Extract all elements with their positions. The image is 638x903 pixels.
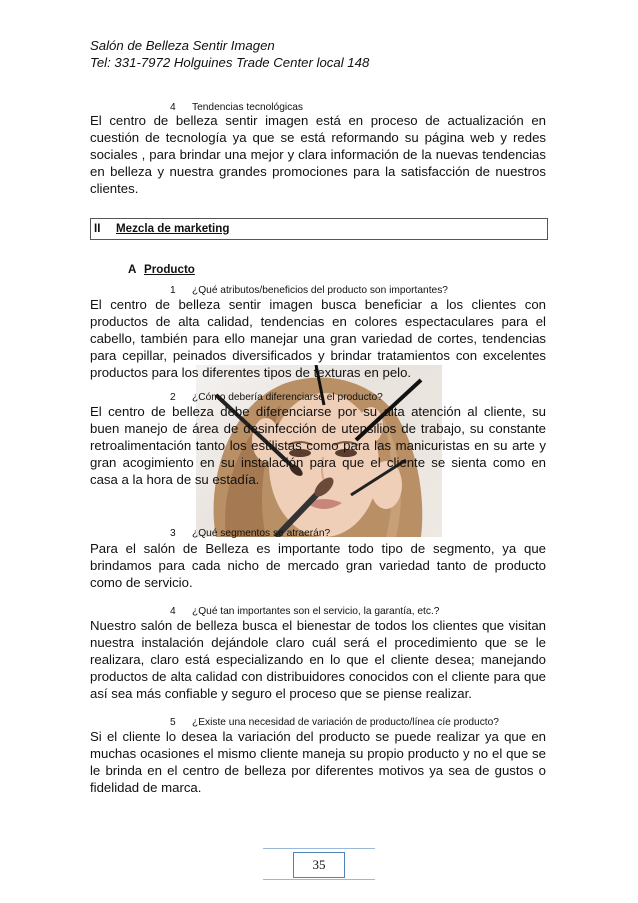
question-text: ¿Qué segmentos se atraerán?: [192, 528, 331, 539]
document-header-contact: Tel: 331-7972 Holguines Trade Center local 148: [90, 55, 370, 70]
question-text: ¿Existe una necesidad de variación de producto/línea cíe producto?: [192, 717, 499, 728]
section-roman-numeral: II: [94, 222, 101, 235]
paragraph: [90, 540, 546, 591]
question-number: 1: [170, 285, 176, 296]
question-text: ¿Qué tan importantes son el servicio, la garantía, etc.?: [192, 606, 440, 617]
question-text: ¿Qué atributos/beneficios del producto son importantes?: [192, 285, 448, 296]
section-title-text: Mezcla de marketing: [116, 222, 230, 235]
paragraph: [90, 112, 546, 197]
question-number: 4: [170, 606, 176, 617]
question-number: 3: [170, 528, 176, 539]
question-number: 5: [170, 717, 176, 728]
question-text: ¿Cómo debería diferenciarse el producto?: [192, 392, 383, 403]
question-number: 2: [170, 392, 176, 403]
item-title: Tendencias tecnológicas: [192, 102, 304, 113]
paragraph: [90, 403, 546, 488]
paragraph: [90, 617, 546, 702]
section-heading-box: [90, 218, 548, 240]
subsection-heading: [128, 263, 195, 276]
document-header-title: Salón de Belleza Sentir Imagen: [90, 38, 275, 53]
subsection-title: Producto: [144, 263, 195, 276]
answer-text: Para el salón de Belleza es importante todo tipo de segmento, ya que brindamos para cada nicho de mercado gran variedad tanto de producto como de servicio.: [90, 541, 546, 590]
paragraph: [90, 728, 546, 796]
paragraph: [90, 296, 546, 381]
answer-text: El centro de belleza debe diferenciarse por su alta atención al cliente, su buen manejo de área de desinfección de utensilios de trabajo, su constante retroalimentación tanto los estilistas como para las manicuristas en su arte y gran acogimiento en su instalación para que el cliente se sienta como en casa a la hora de su estadía.: [90, 404, 546, 487]
item-answer: El centro de belleza sentir imagen está en proceso de actualización en cuestión de tecnología ya que se está reformando su página web y redes sociales , para brindar una mejor y clara información de la nuevas tendencias en belleza y nuestra grandes promociones para la satisfacción de nuestros clientes.: [90, 113, 546, 196]
page-number: 35: [293, 852, 345, 878]
subsection-letter: A: [128, 263, 137, 276]
question-heading: [170, 527, 330, 540]
answer-text: El centro de belleza sentir imagen busca beneficiar a los clientes con productos de alta calidad, tendencias en colores espectaculares para el cabello, también para ello manejar una gran variedad de cortes, tendencias para cepillar, peinados diversificados y brindar tratamientos con excelentes productos para los diferentes tipos de texturas en pelo.: [90, 297, 546, 380]
section-title: [94, 222, 229, 235]
item-number: 4: [170, 102, 176, 113]
answer-text: Si el cliente lo desea la variación del producto se puede realizar ya que en muchas ocasiones el mismo cliente maneja su propio producto y no el que se le brinda en el centro de belleza por diferentes motivos ya sea de gustos o fidelidad de marca.: [90, 729, 546, 795]
answer-text: Nuestro salón de belleza busca el bienestar de todos los clientes que visitan nuestra instalación dejándole claro cuál será el procedimiento que se le realizara, claro está especializando en lo que el cliente desea; manejando productos de alta calidad con distribuidores conocidos con el cliente para que así sea más confiable y seguro el proceso que se piense realizar.: [90, 618, 546, 701]
